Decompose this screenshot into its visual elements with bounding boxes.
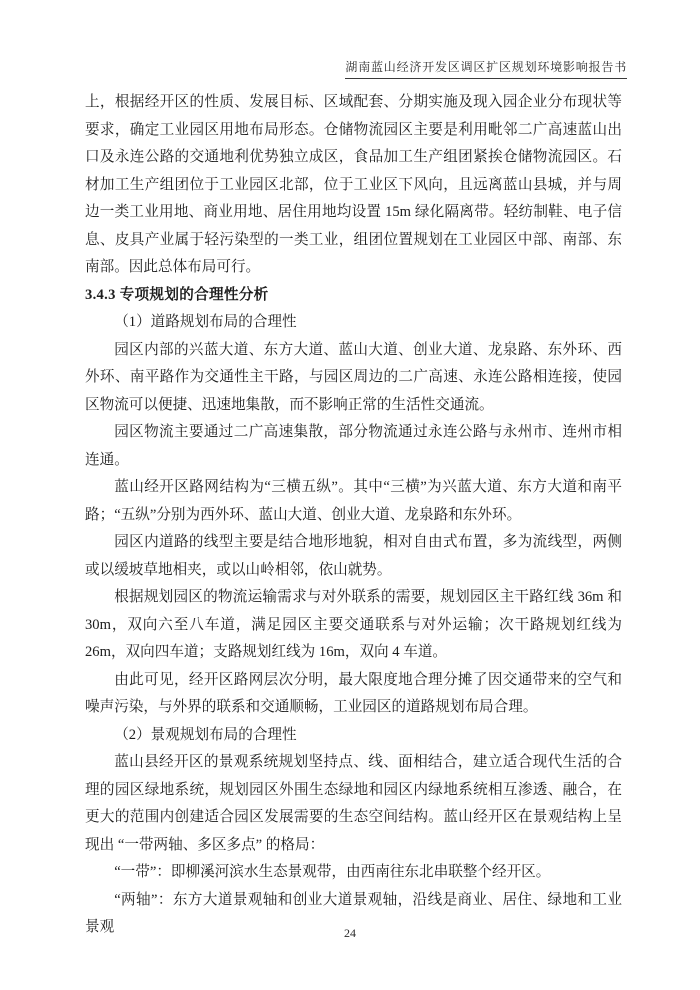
paragraph-two-axes: “两轴”：东方大道景观轴和创业大道景观轴，沿线是商业、居住、绿地和工业景观: [85, 891, 622, 935]
paragraph: 蓝山经开区路网结构为“三横五纵”。其中“三横”为兴蓝大道、东方大道和南平路；“五纵”分别为西外环、蓝山大道、创业大道、龙泉路和东外环。: [85, 479, 622, 523]
paragraph-continuation: 上，根据经开区的性质、发展目标、区域配套、分期实施及现入园企业分布现状等要求，确定工业园区用地布局形态。仓储物流园区主要是利用毗邻二广高速蓝山出口及永连公路的交通地利优势独立成区，食品加工生产组团紧挨仓储物流园区。石材加工生产组团位于工业园区北部，位于工业区下风向，且远离蓝山县城，并与周边一类工业用地、商业用地、居住用地均设置 15m 绿化隔离带。轻纺制鞋、电子信息、皮具产业属于轻污染型的一类工业，组团位置规划在工业园区中部、南部、东南部。因此总体布局可行。: [85, 94, 622, 275]
document-body: [85, 89, 622, 942]
paragraph: 由此可见，经开区路网层次分明，最大限度地合理分摊了因交通带来的空气和噪声污染，与外界的联系和交通顺畅，工业园区的道路规划布局合理。: [85, 671, 622, 715]
paragraph-one-belt: “一带”：即柳溪河滨水生态景观带，由西南往东北串联整个经开区。: [114, 864, 551, 880]
page-number: 24: [344, 926, 356, 940]
paragraph: 根据规划园区的物流运输需求与对外联系的需要，规划园区主干路红线 36m 和 30m，双向六至八车道，满足园区主要交通联系与对外运输；次干路规划红线为 26m，双向四车道；支路规划红线为 16m，双向 4 车道。: [85, 589, 622, 660]
section-heading: 3.4.3 专项规划的合理性分析: [85, 286, 269, 303]
sub-heading-landscape: （2）景观规划布局的合理性: [114, 726, 297, 743]
paragraph: 蓝山县经开区的景观系统规划坚持点、线、面相结合，建立适合现代生活的合理的园区绿地系统，规划园区外围生态绿地和园区内绿地系统相互渗透、融合，在更大的范围内创建适合园区发展需要的生态空间结构。蓝山经开区在景观结构上呈现出 “一带两轴、多区多点” 的格局：: [85, 754, 622, 853]
paragraph: 园区内部的兴蓝大道、东方大道、蓝山大道、创业大道、龙泉路、东外环、西外环、南平路作为交通性主干路，与园区周边的二广高速、永连公路相连接，使园区物流可以便捷、迅速地集散，而不影响正常的生活性交通流。: [85, 341, 622, 413]
paragraph: 园区内道路的线型主要是结合地形地貌，相对自由式布置，多为流线型，两侧或以缓坡草地相夹，或以山岭相邻，依山就势。: [85, 534, 622, 578]
paragraph: 园区物流主要通过二广高速集散，部分物流通过永连公路与永州市、连州市相连通。: [85, 424, 622, 468]
page-footer: [0, 924, 700, 942]
page-header: [0, 58, 627, 79]
header-title: 湖南蓝山经济开发区调区扩区规划环境影响报告书: [345, 58, 627, 79]
sub-heading-roads: （1）道路规划布局的合理性: [114, 314, 297, 330]
